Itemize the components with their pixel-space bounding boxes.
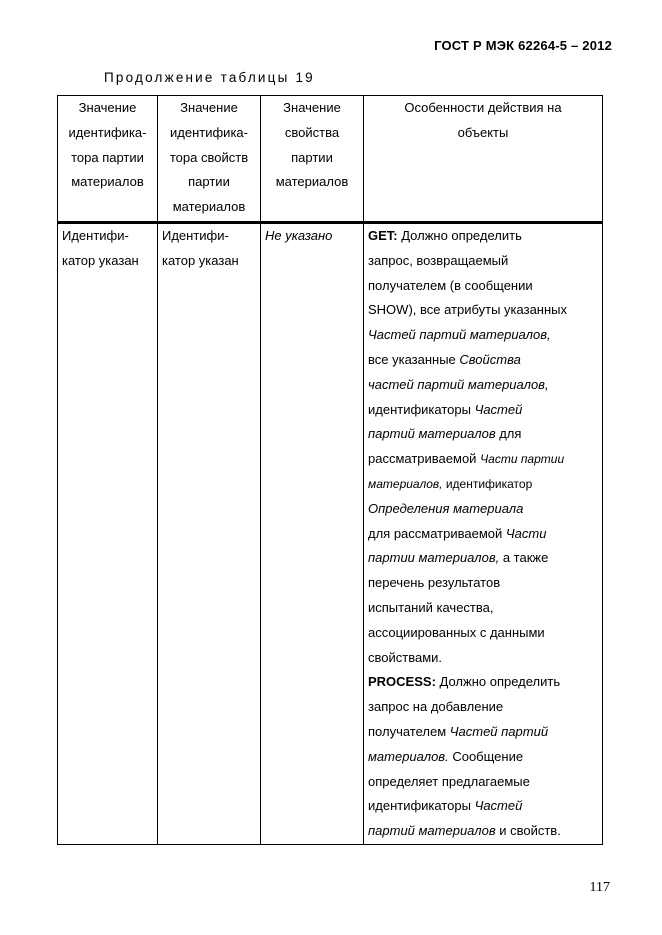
header-cell-property-id: Значение идентифика- тора свойств партии материалов xyxy=(158,96,261,223)
cell-property-value: Не указано xyxy=(261,222,364,844)
table-caption: Продолжение таблицы 19 xyxy=(104,70,315,85)
standard-code: ГОСТ Р МЭК 62264-5 – 2012 xyxy=(434,38,612,53)
cell-action-features: GET: Должно определить запрос, возвращаемый получателем (в сообщении SHOW), все атрибуты указанных Частей партий материалов, все указанные Свойства частей партий материалов, идентификаторы Частей партий материалов для рассматриваемой Части партии материалов, идентификатор Определения материала для рассматриваемой Части партии материалов, а также перечень результатов испытаний качества, ассоциированных с данными свойствами. PROCESS: Должно определить запрос на добавление получателем Частей партий материалов. Сообщение определяет предлагаемые идентификаторы Частей партий материалов и свойств. xyxy=(364,222,603,844)
header-cell-property-value: Значение свойства партии материалов xyxy=(261,96,364,223)
header-cell-action-features: Особенности действия на объекты xyxy=(364,96,603,223)
table-header-row xyxy=(58,96,603,223)
data-table xyxy=(57,95,603,845)
cell-property-id: Идентифи- катор указан xyxy=(158,222,261,844)
header-cell-batch-id: Значение идентифика- тора партии материалов xyxy=(58,96,158,223)
process-label: PROCESS: xyxy=(368,674,436,690)
cell-batch-id: Идентифи- катор указан xyxy=(58,222,158,844)
get-label: GET: xyxy=(368,227,398,243)
page-number: 117 xyxy=(589,880,610,895)
table-row xyxy=(58,222,603,844)
